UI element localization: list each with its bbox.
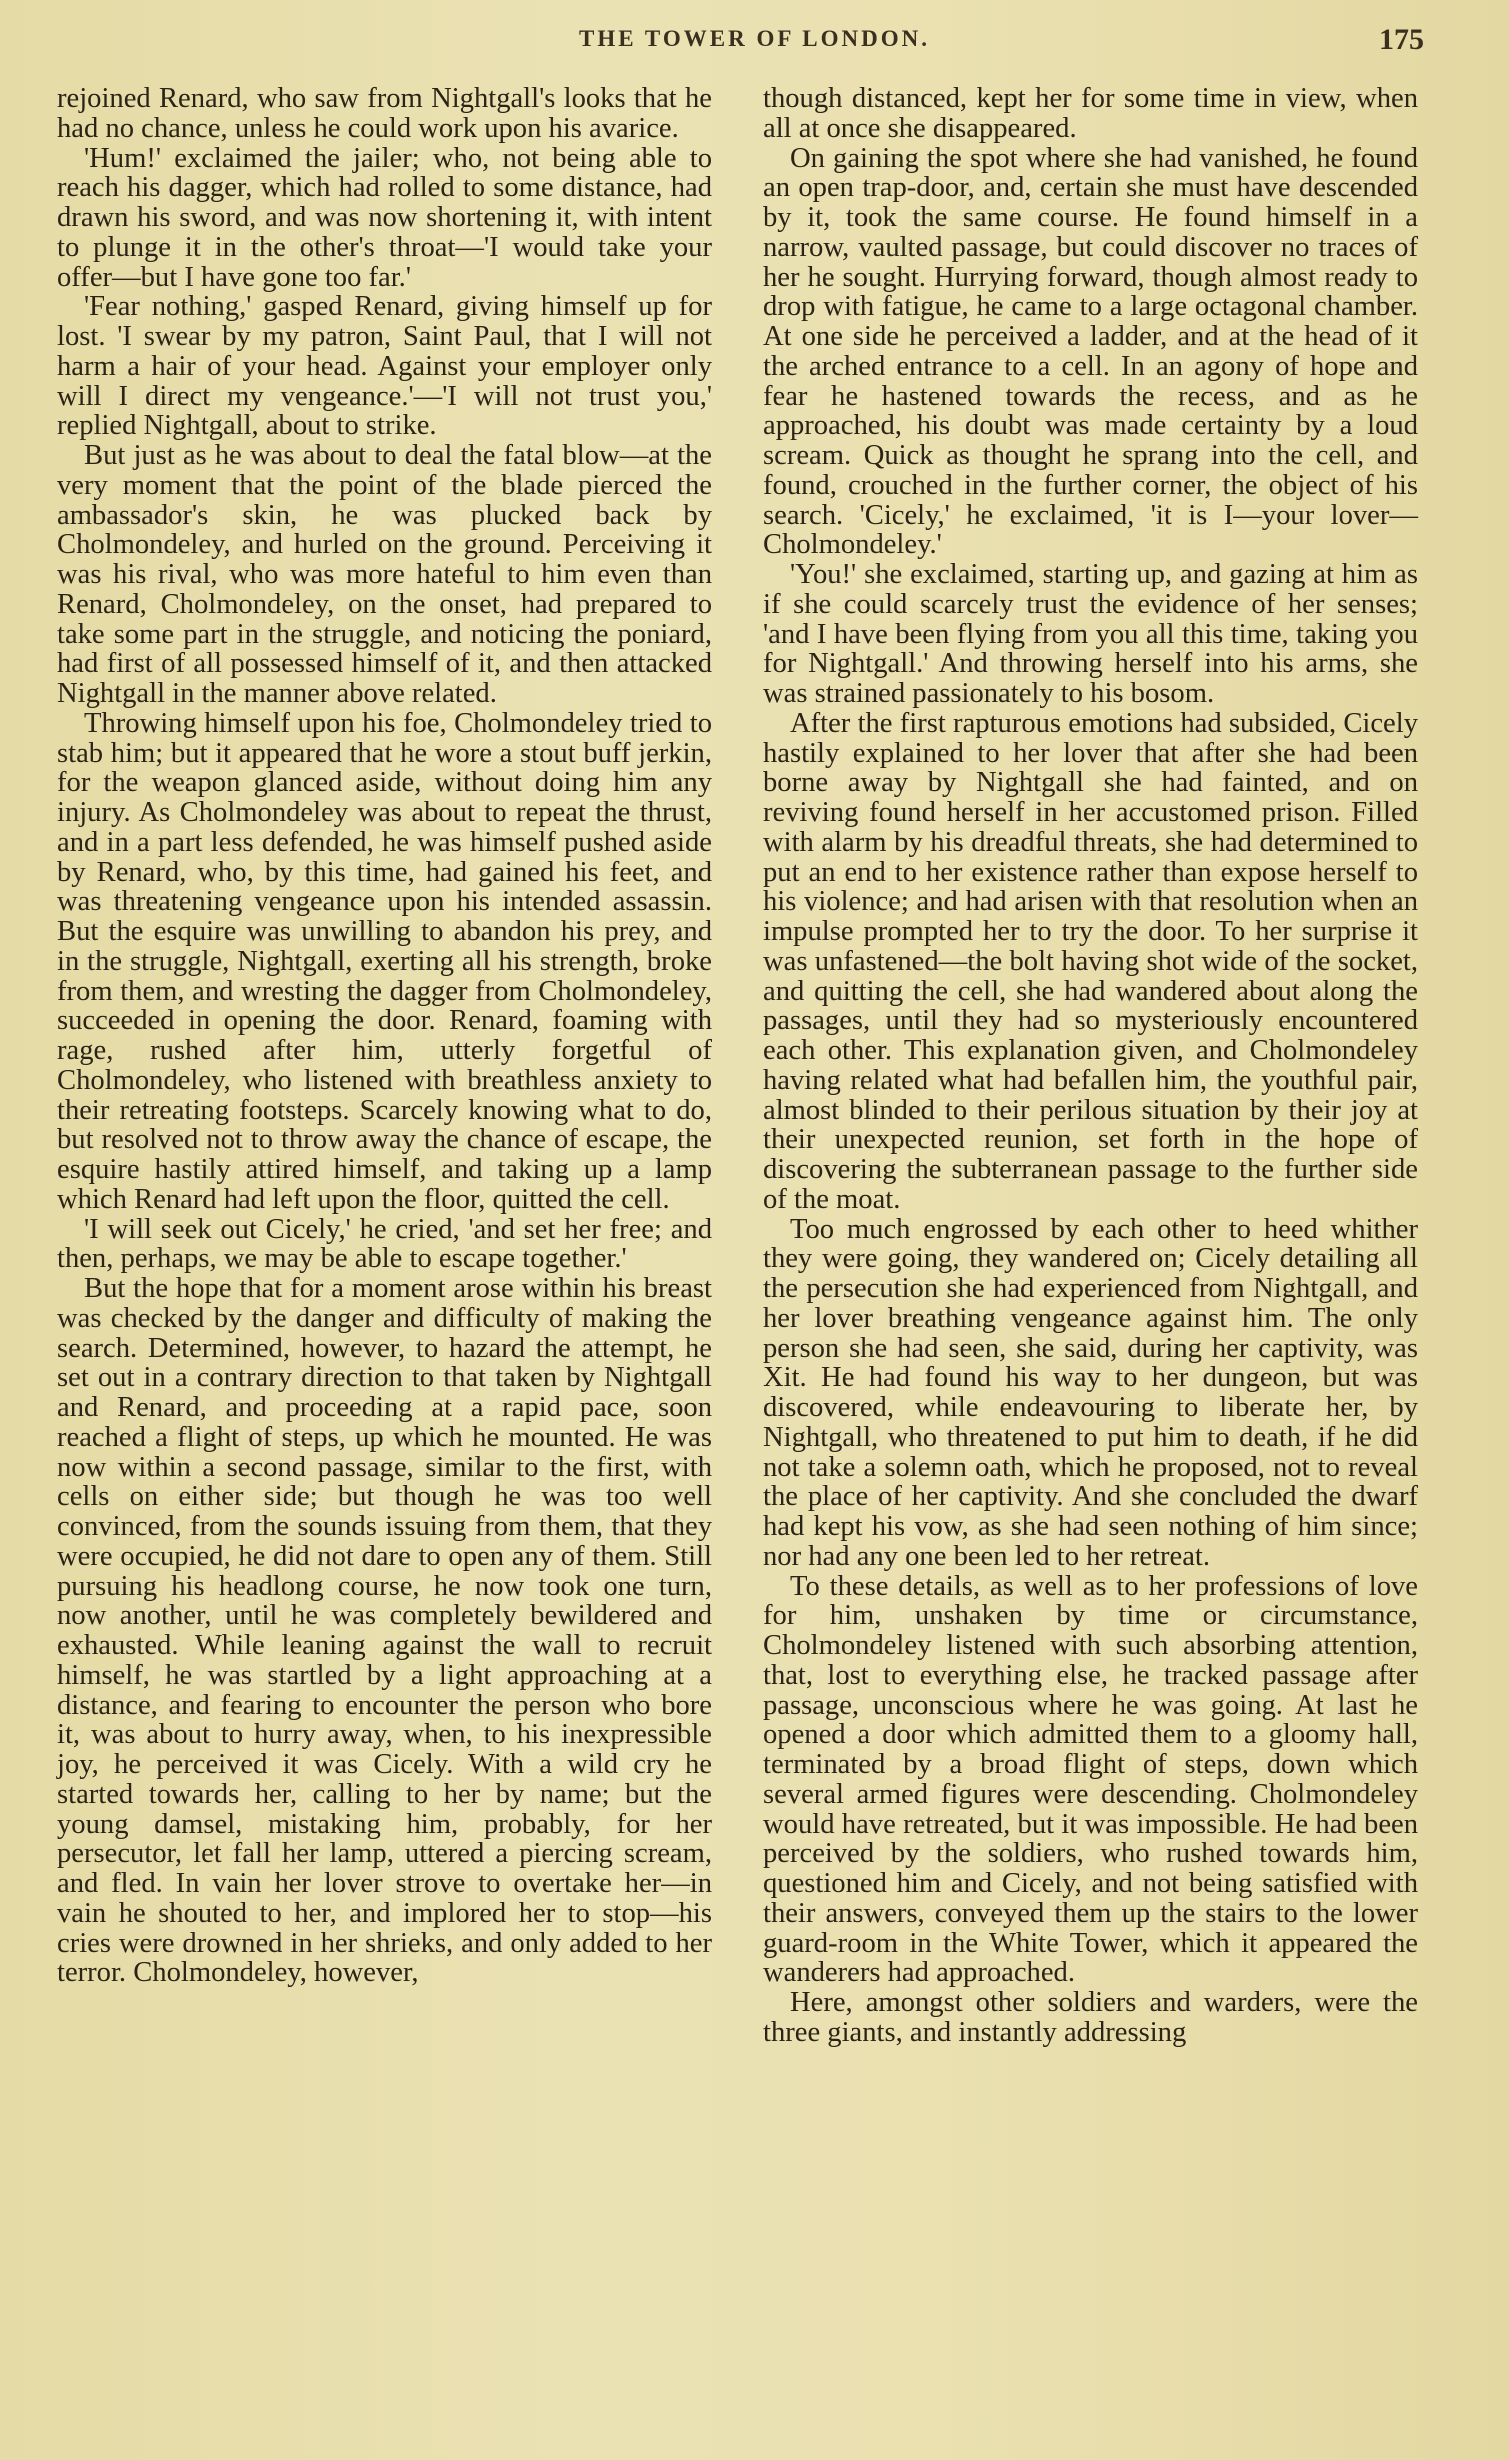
running-head bbox=[0, 23, 1509, 66]
paragraph: But the hope that for a moment arose within his breast was checked by the danger and difficulty of making the search. Determined, however, to hazard the attempt, he set out in a contrary direction to that taken by Nightgall and Renard, and proceeding at a rapid pace, soon reached a flight of steps, up which he mounted. He was now within a second passage, similar to the first, with cells on either side; but though he was too well convinced, from the sounds issuing from them, that they were occupied, he did not dare to open any of them. Still pursuing his headlong course, he now took one turn, now another, until he was completely bewildered and exhausted. While leaning against the wall to recruit himself, he was startled by a light approaching at a distance, and fearing to encounter the person who bore it, was about to hurry away, when, to his inexpressible joy, he perceived it was Cicely. With a wild cry he started towards her, calling to her by name; but the young damsel, mistaking him, probably, for her persecutor, let fall her lamp, uttered a piercing scream, and fled. In vain her lover strove to overtake her—in vain he shouted to her, and implored her to stop—his cries were drowned in her shrieks, and only added to her terror. Cholmondeley, however, bbox=[57, 1273, 712, 1989]
paragraph: 'You!' she exclaimed, starting up, and gazing at him as if she could scarcely trust the evidence of her senses; 'and I have been flying from you all this time, taking you for Nightgall.' And throwing herself into his arms, she was strained passionately to his bosom. bbox=[763, 559, 1418, 709]
right-column bbox=[763, 84, 1418, 2048]
paragraph: To these details, as well as to her professions of love for him, unshaken by time or circumstance, Cholmondeley listened with such absorbing attention, that, lost to everything else, he tracked passage after passage, unconscious where he was going. At last he opened a door which admitted them to a gloomy hall, terminated by a broad flight of steps, down which several armed figures were descending. Cholmondeley would have retreated, but it was impossible. He had been perceived by the soldiers, who rushed towards him, questioned him and Cicely, and not being satisfied with their answers, conveyed them up the stairs to the lower guard-room in the White Tower, which it appeared the wanderers had approached. bbox=[763, 1570, 1418, 1989]
page-number: 175 bbox=[1379, 23, 1424, 56]
running-title: THE TOWER OF LONDON. bbox=[579, 26, 930, 51]
paragraph: 'Fear nothing,' gasped Renard, giving himself up for lost. 'I swear by my patron, Saint Paul, that I will not harm a hair of your head. Against your employer only will I direct my vengeance.'—'I will not trust you,' replied Nightgall, about to strike. bbox=[57, 291, 712, 442]
left-column bbox=[57, 84, 712, 1988]
paragraph: though distanced, kept her for some time in view, when all at once she disappeared. bbox=[763, 83, 1418, 144]
paragraph: rejoined Renard, who saw from Nightgall's looks that he had no chance, unless he could work upon his avarice. bbox=[57, 83, 712, 144]
paragraph: After the first rapturous emotions had subsided, Cicely hastily explained to her lover that after she had been borne away by Nightgall she had fainted, and on reviving found herself in her accustomed prison. Filled with alarm by his dreadful threats, she had determined to put an end to her existence rather than expose herself to his violence; and had arisen with that resolution when an impulse prompted her to try the door. To her surprise it was unfastened—the bolt having shot wide of the socket, and quitting the cell, she had wandered about along the passages, until they had so mysteriously encountered each other. This explanation given, and Cholmondeley having related what had befallen him, the youthful pair, almost blinded to their perilous situation by their joy at their unexpected reunion, set forth in the hope of discovering the subterranean passage to the further side of the moat. bbox=[763, 707, 1418, 1215]
paragraph: Throwing himself upon his foe, Cholmondeley tried to stab him; but it appeared that he wore a stout buff jerkin, for the weapon glanced aside, without doing him any injury. As Cholmondeley was about to repeat the thrust, and in a part less defended, he was himself pushed aside by Renard, who, by this time, had gained his feet, and was threatening vengeance upon his intended assassin. But the esquire was unwilling to abandon his prey, and in the struggle, Nightgall, exerting all his strength, broke from them, and wresting the dagger from Cholmondeley, succeeded in opening the door. Renard, foaming with rage, rushed after him, utterly forgetful of Cholmondeley, who listened with breathless anxiety to their retreating footsteps. Scarcely knowing what to do, but resolved not to throw away the chance of escape, the esquire hastily attired himself, and taking up a lamp which Renard had left upon the floor, quitted the cell. bbox=[57, 707, 712, 1215]
paragraph: 'I will seek out Cicely,' he cried, 'and set her free; and then, perhaps, we may be able to escape together.' bbox=[57, 1213, 712, 1275]
paragraph: Too much engrossed by each other to heed whither they were going, they wandered on; Cicely detailing all the persecution she had experienced from Nightgall, and her lover breathing vengeance against him. The only person she had seen, she said, during her captivity, was Xit. He had found his way to her dungeon, but was discovered, while endeavouring to liberate her, by Nightgall, who threatened to put him to death, if he did not take a solemn oath, which he proposed, not to reveal the place of her captivity. And she concluded the dwarf had kept his vow, as she had seen nothing of him since; nor had any one been led to her retreat. bbox=[763, 1213, 1418, 1572]
paragraph: 'Hum!' exclaimed the jailer; who, not being able to reach his dagger, which had rolled to some distance, had drawn his sword, and was now shortening it, with intent to plunge it in the other's throat—'I would take your offer—but I have gone too far.' bbox=[57, 142, 712, 293]
paragraph: On gaining the spot where she had vanished, he found an open trap-door, and, certain she must have descended by it, took the same course. He found himself in a narrow, vaulted passage, but could discover no traces of her he sought. Hurrying forward, though almost ready to drop with fatigue, he came to a large octagonal chamber. At one side he perceived a ladder, and at the head of it the arched entrance to a cell. In an agony of hope and fear he hastened towards the recess, and as he approached, his doubt was made certainty by a loud scream. Quick as thought he sprang into the cell, and found, crouched in the further corner, the object of his search. 'Cicely,' he exclaimed, 'it is I—your lover—Cholmondeley.' bbox=[763, 142, 1418, 561]
paragraph: But just as he was about to deal the fatal blow—at the very moment that the point of the blade pierced the ambassador's skin, he was plucked back by Cholmondeley, and hurled on the ground. Perceiving it was his rival, who was more hateful to him even than Renard, Cholmondeley, on the onset, had prepared to take some part in the struggle, and noticing the poniard, had first of all possessed himself of it, and then attacked Nightgall in the manner above related. bbox=[57, 440, 712, 709]
paragraph: Here, amongst other soldiers and warders, were the three giants, and instantly addressing bbox=[763, 1987, 1418, 2048]
